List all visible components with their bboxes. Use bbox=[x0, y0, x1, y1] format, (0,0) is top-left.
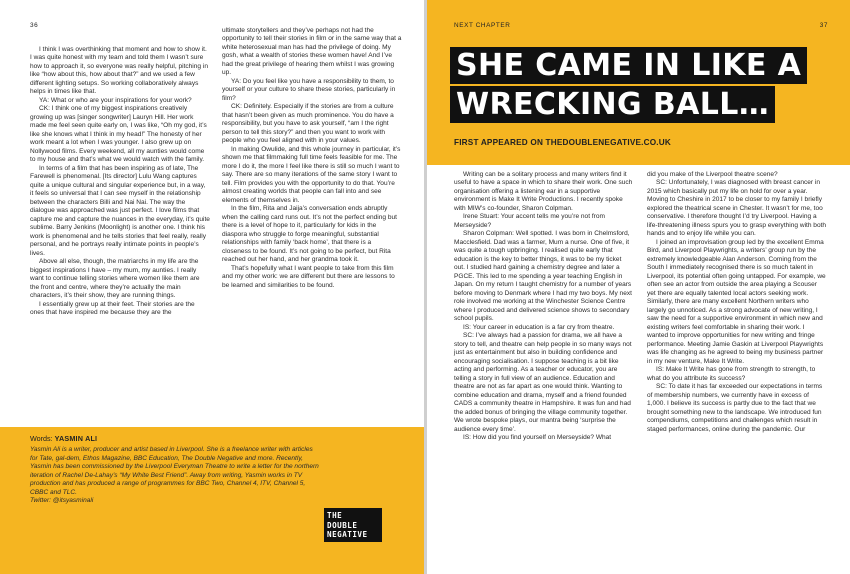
body-paragraph: Sharon Colpman: Well spotted. I was born in Chelmsford, Macclesfield. Dad was a farmer, Mum a nurse. One of five, it was quite a tough upbringing. I realised quite early that education is the key to better things, it was to be my ticket out. I studied hard gaining a chemistry degree and later a PGCE. This led to me spending a year teaching English in Japan. On my return I taught chemistry for a number of years before moving to Denmark where I had my two boys. My next role involved me working at the Winchester Science Centre where I produced and delivered science shows to secondary school pupils. bbox=[454, 230, 632, 323]
bio-text: Yasmin Ali is a writer, producer and artist based in Liverpool. She is a freelance writer with articles for Tate, gal-dem, Ethos Magazine, BBC Education, The Double Negative and more. Recently, Yasmin has been commissioned by the Liverpool Everyman Theatre to write a letter for the northern iteration of Rachel De-Lahay’s “My White Best Friend”. Away from writing, Yasmin works in TV production and has produced a range of programmes for BBC Two, Channel 4, ITV, Channel 5, CBBC and TLC. bbox=[30, 446, 319, 496]
body-paragraph: That’s hopefully what I want people to take from this film and my other work: we are different but there are lessons to be learned and similarities to be found. bbox=[222, 264, 395, 289]
left-page bbox=[0, 0, 424, 574]
article-subtitle: FIRST APPEARED ON THEDOUBLENEGATIVE.CO.UK bbox=[454, 138, 671, 147]
logo-line-2: DOUBLE bbox=[327, 520, 358, 530]
the-double-negative-logo bbox=[324, 508, 382, 542]
logo-line-3: NEGATIVE bbox=[327, 530, 368, 540]
bio-label: Words: bbox=[30, 434, 55, 443]
body-paragraph: did you make of the Liverpool theatre scene? bbox=[647, 171, 778, 178]
body-paragraph: In terms of a film that has been inspiring as of late, The Farewell is phenomenal. [Its director] Lulu Wang captures quite a unique cultural and singular experience but, in a way, it feels so universal that I can see myself in the relationship between the characters Billi and Nai Nai. The way the dialogue was approached was just perfect. I love films that capture me and capture the nuances in the everyday, it’s quite sublime. Barry Jenkins (Moonlight) is another one. I think his work is phenomenal and he tells stories that feel really, really personal, and he portrays really intimate points in people’s lives. bbox=[30, 164, 210, 257]
body-paragraph: CK: I think one of my biggest inspirations creatively growing up was [singer songwriter] Lauryn Hill. Her work made me feel seen quite early on, I was like, “Oh my god, it’s like she knows what I think in my head!” The honesty of her work meant a lot when I was younger. I also grew up on Nollywood films. Every weekend, all my aunties would come to my house and that’s what we would watch with the family. bbox=[30, 105, 207, 164]
body-paragraph: CK: Definitely. Especially if the stories are from a culture that hasn’t been given as much prominence. You do have a responsibility, but you have to ask yourself, “am I the right person to tell this story?” and then you want to work with people who you feel aligned with in your values. bbox=[222, 103, 394, 145]
body-paragraph: YA: Do you feel like you have a responsibility to them, to yourself or your culture to share these stories, particularly in film? bbox=[222, 77, 396, 102]
body-paragraph: I joined an improvisation group led by the excellent Emma Bird, and Liverpool Playwrights, a writers’ group run by the extremely knowledgeable Alan Anderson. Coming from the South I immediately recognised there is so much talent in Liverpool, its potential often going untapped. For example, we often see an actor from outside the area playing a Scouser yet there are equally talented local actors seeking work. Similarly, there are many excellent Northern writers who largely go unnoticed. As a strong advocate of new writing, I saw the need for a supportive environment in which new and existing writers feel comfortable in sharing their work. I wanted to improve opportunities for new writing and fringe performance. Meeting Jamie Gaskin at Liverpool Playwrights was life changing as he agreed to being my business partner in my new venture, Make It Write. bbox=[647, 238, 826, 365]
body-paragraph: Writing can be a solitary process and many writers find it useful to have a space in which to share their work. One such organisation offering a listening ear in a supportive environment is Make It Write Productions. I recently spoke with MIW’s co-founder, Sharon Colpman. bbox=[454, 171, 633, 212]
body-paragraph: IS: Your career in education is a far cry from theatre. bbox=[463, 323, 615, 331]
article-title-line-2: WRECKING BALL… bbox=[450, 86, 775, 123]
logo-line-1: THE bbox=[327, 511, 343, 520]
body-paragraph: Irene Stuart: Your accent tells me you’re not from Merseyside? bbox=[454, 213, 605, 229]
body-paragraph: SC: To date it has far exceeded our expectations in terms of membership numbers, we currently have in excess of 1,000. I believe its success is partly due to the fact that we brought something new to the landscape. We introduced fun compendiums, competitions and challenges which result in staged performances, online during the pandemic. Our bbox=[647, 383, 823, 433]
bio-text-block bbox=[30, 446, 320, 506]
body-paragraph: SC: I’ve always had a passion for drama, we all have a story to tell, and theatre can help people in so many ways not just as entertainment but also in building confidence and encouraging socialisation. I suppose teaching is a bit like acting and performing. As a teacher or educator, you are telling a story in full view of an audience. Education and theatre are not as far apart as one would think. Wanting to combine education and drama, myself and a friend founded CADS a community theatre in Hampshire. It was fun and had the added bonus of bringing the village community together. We wrote bespoke plays, our mantra being ‘surprise the audience every time’. bbox=[454, 332, 632, 433]
right-column-2 bbox=[647, 171, 827, 434]
body-paragraph: I think I was overthinking that moment and how to show it. I was quite honest with my team and told them I wasn’t sure how to approach it, so everyone was really helpful, pitching in like “how about this, how about that?” and we used a few different lighting setups. So working collaboratively always helps in times like that. bbox=[30, 46, 208, 96]
body-paragraph: IS: Make It Write has gone from strength to strength, to what do you attribute its success? bbox=[647, 366, 816, 382]
body-paragraph: IS: How did you find yourself on Merseyside? What bbox=[463, 434, 612, 442]
body-paragraph: SC: Unfortunately, I was diagnosed with breast cancer in 2015 which basically put my life on hold for over a year. Moving to Cheshire in 2017 to be closer to my family I briefly explored the theatrical scene in Chester. It wasn’t for me, too conservative. I therefore thought I’d try Liverpool. Having a life-threatening illness spurs you to grasp everything with both hands and to enjoy life while you can. bbox=[647, 179, 827, 238]
body-paragraph: YA: What or who are your inspirations for your work? bbox=[39, 96, 192, 104]
bio-author: YASMIN ALI bbox=[54, 434, 98, 443]
right-column-1 bbox=[454, 171, 634, 443]
body-paragraph: In making Owulide, and this whole journey in particular, it’s shown me that filmmaking full time feels feasible for me. The more I do it, the more I feel like there is still so much I want to say. There are so many iterations of the same story I want to tell. Film provides you with the opportunity to do that. You’re almost creating worlds that people can fall into and see elements of themselves in. bbox=[222, 145, 401, 204]
page-number-right: 37 bbox=[819, 22, 828, 29]
article-title-line-1: SHE CAME IN LIKE A bbox=[450, 47, 807, 84]
right-page bbox=[427, 0, 850, 574]
body-paragraph: ultimate storytellers and they’ve perhaps not had the opportunity to tell their stories in film or in the same way that a white heterosexual man has had the privilege of doing. My gosh, what a wealth of stories these women have! And I’ve had the great privilege of hearing them whilst I was growing up. bbox=[222, 27, 402, 77]
section-label: NEXT CHAPTER bbox=[454, 22, 511, 29]
body-paragraph: In the film, Rita and Jaija’s conversation ends abruptly when the calling card runs out. It’s not the perfect ending but there is a level of hope to it, particularly for kids in the diaspora who struggle to forge meaningful, substantial relationships with family ‘back home’, that there is a closeness to be found. It’s not going to be perfect, but Rita reached out her hand, and her grandma took it. bbox=[222, 205, 397, 264]
left-column-2 bbox=[222, 27, 402, 290]
bio-twitter: Twitter: @itsyasminali bbox=[30, 497, 94, 504]
left-column-1 bbox=[30, 46, 210, 318]
body-paragraph: I essentially grew up at their feet. Their stories are the ones that have inspired me because they are the bbox=[30, 300, 195, 317]
page-number-left: 36 bbox=[30, 22, 39, 29]
body-paragraph: Above all else, though, the matriarchs in my life are the biggest inspirations I have – my mum, my aunties. I really want to continue telling stories where women like them are the front and centre, where they’re actually the main characters, it’s their show, they are running things. bbox=[30, 258, 200, 300]
bio-heading bbox=[30, 434, 97, 443]
